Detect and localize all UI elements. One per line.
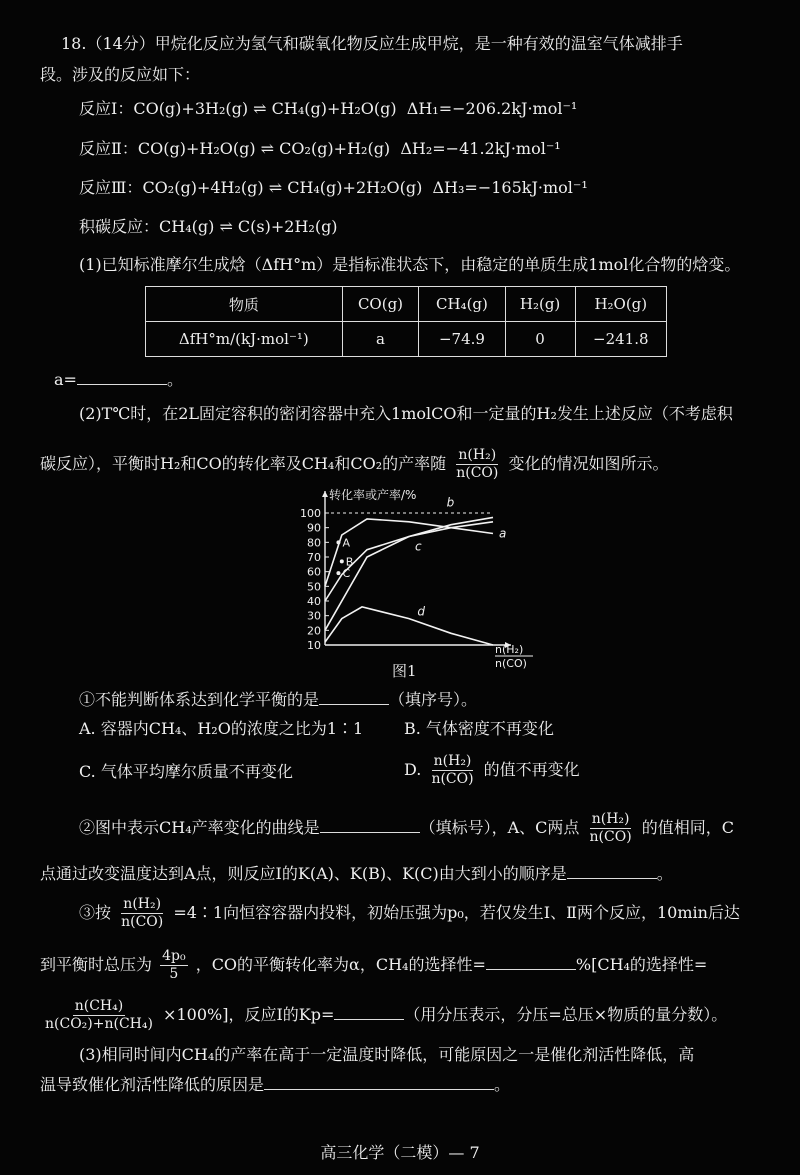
point-C: [336, 571, 340, 575]
option-d-suffix: 的值不再变化: [483, 760, 580, 779]
point-label-A: A: [342, 536, 350, 550]
table-header-cell: CH₄(g): [419, 287, 505, 322]
subquestion-2-blank-order[interactable]: [567, 862, 657, 879]
subquestion-3-line-3: [40, 995, 727, 1035]
subquestion-3-a: ③按: [79, 903, 112, 922]
subquestion-1: [79, 688, 477, 711]
pressure-fraction: [160, 948, 187, 983]
reaction-1-equation: CO(g)+3H₂(g) ⇌ CH₄(g)+H₂O(g): [133, 99, 397, 118]
table-header-cell: CO(g): [342, 287, 419, 322]
table-header-cell: H₂O(g): [575, 287, 666, 322]
question-2-line-2-a: 碳反应），平衡时H₂和CO的转化率及CH₄和CO₂的产率随: [40, 454, 447, 473]
reaction-2-equation: CO(g)+H₂O(g) ⇌ CO₂(g)+H₂(g): [137, 139, 391, 158]
y-tick-label: 60: [307, 565, 321, 579]
subquestion-3-b: =4∶1向恒容容器内投料，初始压强为p₀，若仅发生Ⅰ、Ⅱ两个反应，10min后达: [173, 903, 740, 922]
problem-intro-line-2: 段。涉及的反应如下：: [40, 65, 201, 84]
point-A: [336, 540, 340, 544]
reaction-1-name: 反应Ⅰ：: [79, 99, 134, 118]
reaction-1-enthalpy: ΔH₁=−206.2kJ·mol⁻¹: [406, 99, 578, 118]
question-3-end: 。: [494, 1075, 511, 1094]
subquestion-1-text: ①不能判断体系达到化学平衡的是: [79, 690, 320, 709]
reaction-2-enthalpy: ΔH₂=−41.2kJ·mol⁻¹: [400, 139, 561, 158]
subquestion-2-line-2: [40, 862, 673, 885]
ratio-fraction: [454, 447, 500, 482]
reaction-2-name: 反应Ⅱ：: [79, 139, 138, 158]
subquestion-3-line-2-b: ，CO的平衡转化率为α，CH₄的选择性=: [195, 955, 486, 974]
table-row-label: ΔfH°m/(kJ·mol⁻¹): [146, 322, 343, 357]
subquestion-2-blank-curve[interactable]: [320, 816, 420, 833]
table-cell: 0: [505, 322, 575, 357]
point-label-C: C: [342, 567, 351, 581]
x-axis-label-denominator: n(CO): [495, 657, 527, 670]
series-line-a: [325, 519, 493, 586]
y-tick-label: 20: [307, 624, 321, 638]
question-2-line-2: [40, 444, 668, 484]
subquestion-2-c: 的值相同，C: [641, 818, 735, 837]
option-c: C. 气体平均摩尔质量不再变化: [79, 762, 293, 781]
reaction-2: [79, 138, 561, 160]
selectivity-numerator: n(CH₄): [74, 998, 124, 1014]
series-label-d: d: [417, 604, 426, 619]
reaction-3-name: 反应Ⅲ：: [79, 178, 143, 197]
reaction-3-enthalpy: ΔH₃=−165kJ·mol⁻¹: [432, 178, 588, 197]
question-3-line-2-text: 温导致催化剂活性降低的原因是: [40, 1075, 265, 1094]
problem-intro-line-1: 18.（14分）甲烷化反应为氢气和碳氧化物反应生成甲烷，是一种有效的温室气体减排手: [61, 34, 683, 53]
series-line-d: [325, 604, 493, 645]
answer-a-label: a=: [54, 370, 77, 389]
subquestion-3-line-1: [79, 893, 740, 933]
y-tick-label: 50: [307, 580, 321, 594]
option-b: B. 气体密度不再变化: [404, 719, 554, 738]
option-d-numerator: n(H₂): [433, 753, 472, 769]
x-axis-label-numerator: n(H₂): [495, 643, 524, 656]
question-3-blank[interactable]: [264, 1073, 494, 1090]
reaction-3-equation: CO₂(g)+4H₂(g) ⇌ CH₄(g)+2H₂O(g): [142, 178, 423, 197]
subquestion-3-line-2-c: %[CH₄的选择性=: [575, 955, 708, 974]
table-header-cell: H₂(g): [505, 287, 575, 322]
selectivity-blank[interactable]: [486, 953, 576, 970]
ratio-denominator: n(CO): [456, 465, 499, 481]
y-tick-label: 70: [307, 551, 321, 564]
question-1-answer: [54, 368, 183, 391]
reaction-carbon-name: 积碳反应：: [79, 217, 160, 236]
y-tick-label: 40: [307, 595, 321, 608]
question-1-text: (1)已知标准摩尔生成焓（ΔfH°m）是指标准状态下，由稳定的单质生成1mol化合物的焓变。: [79, 255, 741, 274]
y-tick-label: 30: [307, 609, 321, 623]
subquestion-3-line-2: [40, 945, 707, 985]
option-d-denominator: n(CO): [431, 771, 474, 787]
selectivity-fraction: [43, 998, 155, 1033]
subquestion-2-line-1: [79, 808, 734, 848]
table-header-row: [146, 287, 667, 322]
y-axis-arrow: [322, 491, 328, 497]
page-footer: 高三化学（二模）— 7: [320, 1143, 480, 1162]
question-3-line-1: (3)相同时间内CH₄的产率在高于一定温度时降低，可能原因之一是催化剂活性降低，高: [79, 1045, 695, 1064]
point-B: [340, 559, 344, 563]
option-d-prefix: D.: [404, 760, 422, 779]
subquestion-3-fraction: [119, 896, 165, 931]
answer-a-end: 。: [166, 370, 183, 389]
subquestion-2-numerator: n(H₂): [591, 811, 630, 827]
table-row: [146, 322, 667, 357]
kp-blank[interactable]: [334, 1003, 404, 1020]
option-d-fraction: [429, 753, 475, 788]
y-tick-label: 90: [307, 521, 321, 535]
question-3-line-2: [40, 1073, 510, 1096]
reaction-carbon: [79, 216, 338, 238]
subquestion-2-denominator: n(CO): [589, 829, 632, 845]
ratio-numerator: n(H₂): [458, 447, 497, 463]
subquestion-3-denominator: n(CO): [121, 914, 164, 930]
option-a: A. 容器内CH₄、H₂O的浓度之比为1∶1: [79, 719, 364, 738]
series-label-b: b: [446, 495, 455, 510]
conversion-chart: [283, 483, 543, 683]
series-label-a: a: [499, 526, 507, 541]
option-d: [404, 750, 580, 790]
y-axis-label: 转化率或产率/%: [329, 488, 417, 502]
y-tick-label: 10: [307, 639, 321, 652]
series-label-c: c: [415, 539, 422, 554]
subquestion-2-end: 。: [656, 864, 673, 883]
question-2-line-1: (2)T℃时，在2L固定容积的密闭容器中充入1molCO和一定量的H₂发生上述反应（不考虑积: [79, 404, 733, 423]
reaction-1: [79, 98, 577, 120]
subquestion-2-line-2-text: 点通过改变温度达到A点，则反应Ⅰ的K(A)、K(B)、K(C)由大到小的顺序是: [40, 864, 567, 883]
table-cell: a: [342, 322, 419, 357]
subquestion-2-fraction: [588, 811, 634, 846]
selectivity-denominator: n(CO₂)+n(CH₄): [45, 1016, 153, 1032]
y-tick-label: 100: [300, 507, 321, 520]
table-cell: −74.9: [419, 322, 505, 357]
pressure-denominator: 5: [169, 966, 179, 982]
answer-a-blank[interactable]: [77, 368, 167, 385]
enthalpy-table: [145, 286, 667, 357]
table-cell: −241.8: [575, 322, 666, 357]
subquestion-3-line-3-b: （用分压表示，分压=总压×物质的量分数）。: [404, 1005, 728, 1024]
table-header-cell: 物质: [146, 287, 343, 322]
point-label-B: B: [345, 555, 354, 569]
pressure-numerator: 4p₀: [162, 948, 186, 964]
subquestion-1-blank[interactable]: [319, 688, 389, 705]
subquestion-1-tail: （填序号）。: [389, 690, 478, 709]
reaction-carbon-equation: CH₄(g) ⇌ C(s)+2H₂(g): [159, 217, 338, 236]
subquestion-3-line-2-a: 到平衡时总压为: [40, 955, 153, 974]
question-2-line-2-b: 变化的情况如图所示。: [508, 454, 669, 473]
figure-caption: 图1: [392, 662, 417, 680]
y-tick-label: 80: [307, 536, 321, 550]
subquestion-2-b: （填标号），A、C两点: [419, 818, 580, 837]
subquestion-2-a: ②图中表示CH₄产率变化的曲线是: [79, 818, 320, 837]
subquestion-3-numerator: n(H₂): [123, 896, 162, 912]
subquestion-3-line-3-a: ×100%]，反应Ⅰ的Kp=: [163, 1005, 335, 1024]
reaction-3: [79, 177, 588, 199]
